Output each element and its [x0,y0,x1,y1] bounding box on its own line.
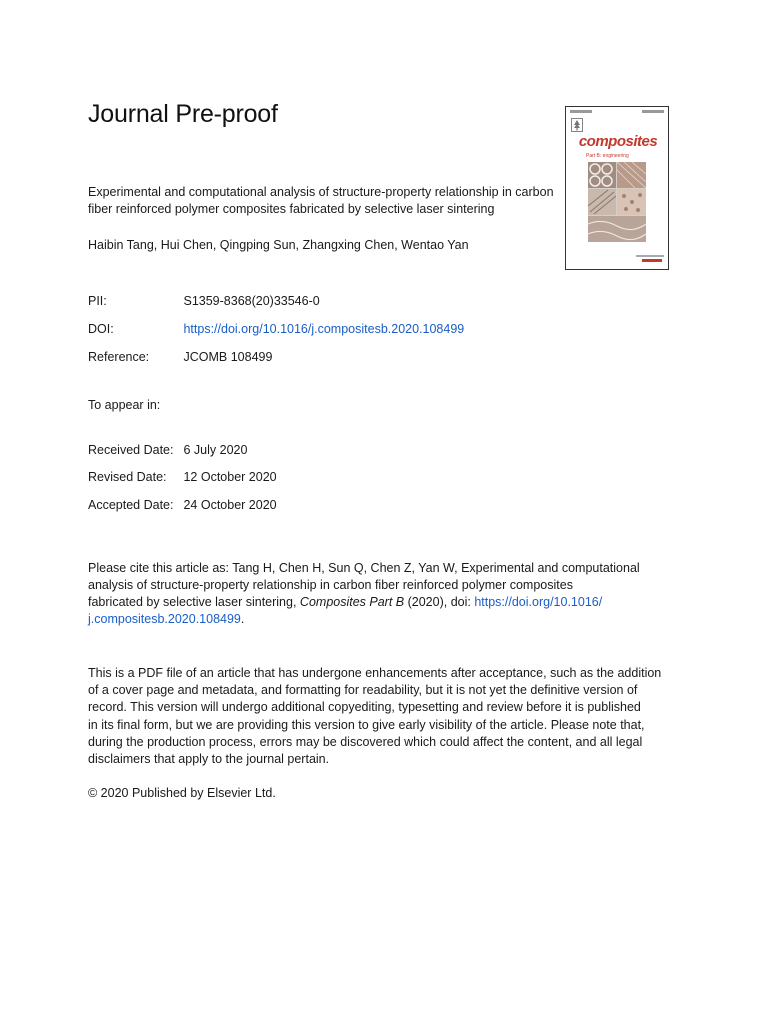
citation-journal: Composites Part B [299,595,405,609]
page-title: Journal Pre-proof [88,100,278,128]
received-date-row [88,443,247,457]
reference-value: JCOMB 108499 [183,350,273,364]
revised-date-label: Revised Date: [88,470,167,484]
preproof-notice [88,665,678,768]
citation-doi-link-part-2[interactable]: j.compositesb.2020.108499 [88,612,241,626]
pii-value: S1359-8368(20)33546-0 [183,294,320,308]
cover-journal-name: composites [578,133,658,150]
article-title [88,184,558,218]
notice-line-1: This is a PDF file of an article that has undergone enhancements after acceptance, such as the addition [88,666,662,680]
citation-end-period: . [240,612,245,626]
pii-label: PII: [88,294,107,308]
article-title-line-2: fiber reinforced polymer composites fabricated by selective laser sintering [88,202,495,216]
accepted-date-label: Accepted Date: [88,498,174,512]
doi-label: DOI: [88,322,114,336]
reference-row [88,350,272,364]
publisher-badge [636,255,664,263]
pii-row [88,294,320,308]
article-authors: Haibin Tang, Hui Chen, Qingping Sun, Zhangxing Chen, Wentao Yan [88,238,469,252]
appear-in-label: To appear in: [88,398,161,412]
cover-top-strip [570,110,664,116]
cover-artwork [588,162,646,242]
appear-in-row [88,398,160,412]
cover-top-bar-right [642,110,664,113]
citation-doi-prefix: (2020), doi: [404,595,475,609]
notice-line-3: record. This version will undergo additional copyediting, typesetting and review before it is published [88,700,641,715]
cover-subtitle: Part B: engineering [586,153,629,159]
revised-date-value: 12 October 2020 [183,470,277,484]
cover-top-bar-left [570,110,592,113]
notice-line-5: during the production process, errors may be discovered which could affect the content, and all legal [88,734,643,749]
notice-line-2: of a cover page and metadata, and formatting for readability, but it is not yet the definitive version of [88,683,638,698]
article-title-line-1: Experimental and computational analysis of structure-property relationship in carbon [88,185,554,199]
citation-doi-link-part-1[interactable]: https://doi.org/10.1016/ [474,595,603,609]
doi-row [88,322,464,336]
accepted-date-value: 24 October 2020 [183,498,277,512]
received-date-label: Received Date: [88,443,174,457]
citation-block [88,560,678,628]
notice-line-4: in its final form, but we are providing this version to give early visibility of the article. Please note that, [88,717,645,732]
citation-line-3-text: fabricated by selective laser sintering, [88,595,300,609]
accepted-date-row [88,498,277,512]
journal-cover-thumbnail [565,106,669,270]
citation-line-1: Please cite this article as: Tang H, Chen H, Sun Q, Chen Z, Yan W, Experimental and computational [88,561,640,575]
elsevier-tree-icon [571,118,583,132]
citation-line-3 [88,594,678,611]
citation-line-4 [88,611,678,628]
received-date-value: 6 July 2020 [183,443,248,457]
citation-line-2: analysis of structure-property relationship in carbon fiber reinforced polymer composites [88,578,573,592]
revised-date-row [88,470,277,484]
doi-link[interactable]: https://doi.org/10.1016/j.compositesb.2020.108499 [183,322,465,336]
copyright-notice: © 2020 Published by Elsevier Ltd. [88,786,276,800]
reference-label: Reference: [88,350,150,364]
notice-line-6: disclaimers that apply to the journal pertain. [88,752,330,767]
